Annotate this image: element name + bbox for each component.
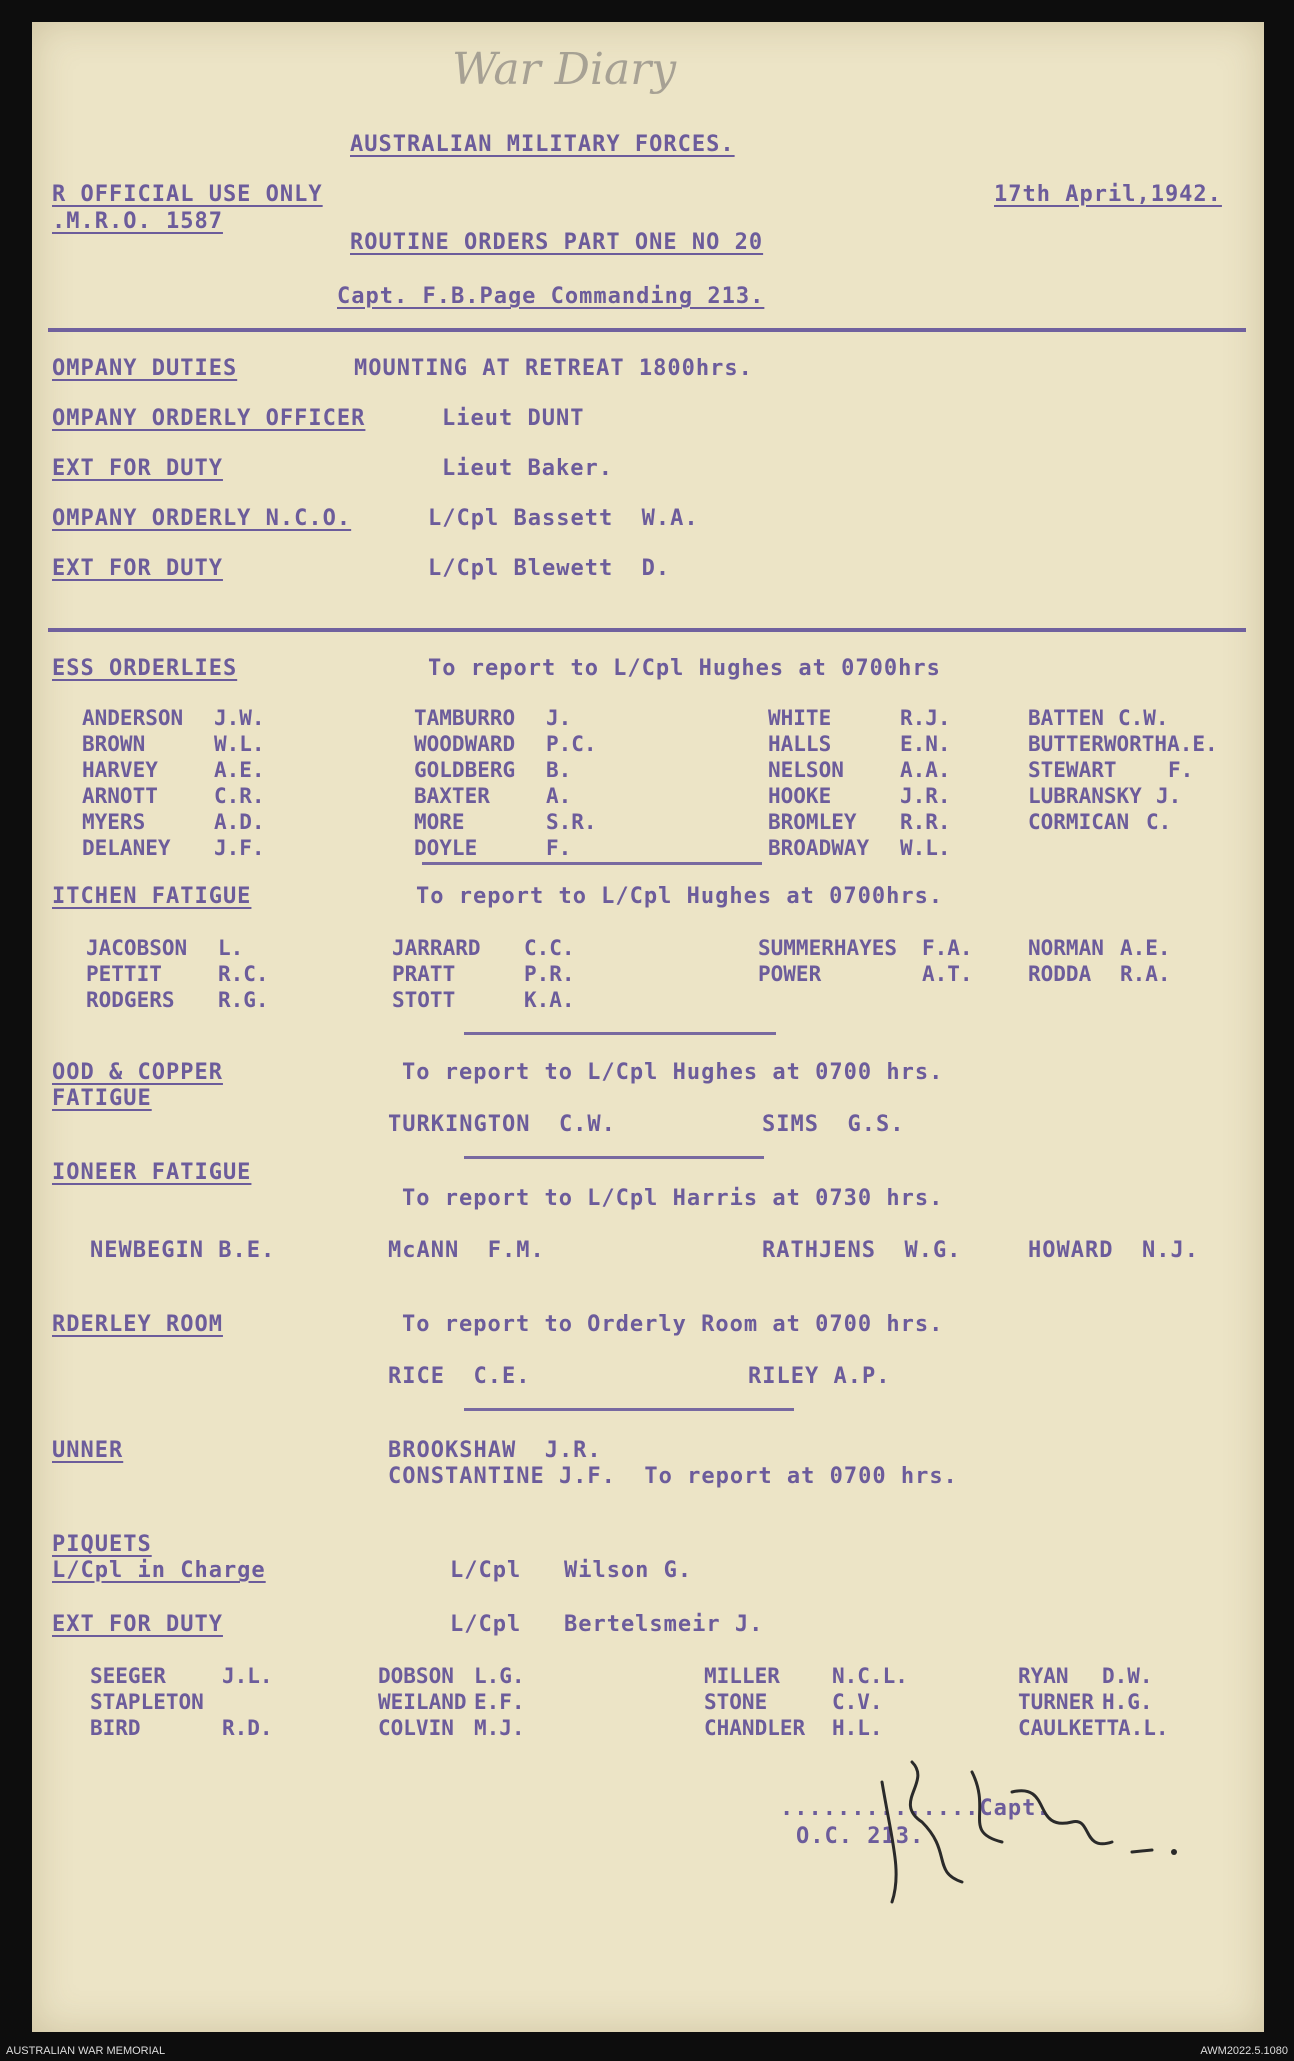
official-use-label: R OFFICIAL USE ONLY [52, 182, 323, 207]
duty-value: L/Cpl Blewett D. [428, 556, 671, 581]
footer-credit: AUSTRALIAN WAR MEMORIAL [6, 2045, 166, 2057]
duty-label: EXT FOR DUTY [52, 556, 223, 581]
pioneer-name: NEWBEGIN B.E. [90, 1238, 276, 1263]
piquet-column: DOBSON L.G. WEILAND E.F. COLVIN M.J. [378, 1664, 525, 1740]
orderly-room-name: RICE C.E. [388, 1364, 531, 1389]
piquets-charge-label: L/Cpl in Charge [52, 1558, 266, 1583]
mess-column: TAMBURRO J. WOODWARD P.C. GOLDBERG B. BAXTER A. MORE S.R. DOYLE F. [414, 706, 597, 860]
orderly-room-instruction: To report to Orderly Room at 0700 hrs. [402, 1312, 944, 1337]
document-date: 17th April,1942. [994, 182, 1222, 207]
duty-label: OMPANY DUTIES [52, 356, 238, 381]
mess-label: ESS ORDERLIES [52, 656, 238, 681]
piquets-next-label: EXT FOR DUTY [52, 1612, 223, 1637]
pioneer-label: IONEER FATIGUE [52, 1160, 252, 1185]
gunner-line: CONSTANTINE J.F. To report at 0700 hrs. [388, 1464, 958, 1489]
divider [464, 1032, 776, 1035]
piquet-column: MILLER N.C.L. STONE C.V. CHANDLER H.L. [704, 1664, 908, 1740]
mess-instruction: To report to L/Cpl Hughes at 0700hrs [428, 656, 941, 681]
divider [48, 328, 1246, 332]
orderly-room-label: RDERLEY ROOM [52, 1312, 223, 1337]
signature-title: O.C. 213. [796, 1824, 925, 1849]
wood-name: SIMS G.S. [762, 1112, 905, 1137]
piquets-next: L/Cpl Bertelsmeir J. [450, 1612, 764, 1637]
pioneer-name: HOWARD N.J. [1028, 1238, 1199, 1263]
gunner-line: BROOKSHAW J.R. [388, 1438, 602, 1463]
footer-accession: AWM2022.5.1080 [1200, 2045, 1288, 2057]
kitchen-instruction: To report to L/Cpl Hughes at 0700hrs. [416, 884, 944, 909]
divider [422, 862, 762, 865]
divider [464, 1408, 794, 1411]
document-page [32, 22, 1264, 2032]
mess-column: WHITE R.J. HALLS E.N. NELSON A.A. HOOKE J.R. BROMLEY R.R. BROADWAY W.L. [768, 706, 951, 860]
mess-column: ANDERSON J.W. BROWN W.L. HARVEY A.E. ARNOTT C.R. MYERS A.D. DELANEY J.F. [82, 706, 265, 860]
piquet-column: SEEGER J.L. STAPLETON BIRD R.D. [90, 1664, 273, 1740]
divider [464, 1156, 764, 1159]
wood-name: TURKINGTON C.W. [388, 1112, 616, 1137]
duty-label: OMPANY ORDERLY N.C.O. [52, 506, 352, 531]
wood-label: OOD & COPPER [52, 1060, 223, 1085]
piquets-charge: L/Cpl Wilson G. [450, 1558, 693, 1583]
gunner-label: UNNER [52, 1438, 124, 1463]
mess-column: BATTEN C.W. BUTTERWORTH A.E. STEWART F. LUBRANSKY J. CORMICAN C. [1028, 706, 1218, 834]
pioneer-name: RATHJENS W.G. [762, 1238, 962, 1263]
kitchen-column: SUMMERHAYES F.A. POWER A.T. [758, 936, 973, 986]
kitchen-column: JARRARD C.C. PRATT P.R. STOTT K.A. [392, 936, 575, 1012]
kitchen-column: NORMAN A.E. RODDA R.A. [1028, 936, 1171, 986]
duty-value: L/Cpl Bassett W.A. [428, 506, 699, 531]
wood-instruction: To report to L/Cpl Hughes at 0700 hrs. [402, 1060, 944, 1085]
pencil-annotation: War Diary [452, 44, 677, 95]
orderly-room-name: RILEY A.P. [748, 1364, 891, 1389]
duty-value: Lieut Baker. [442, 456, 613, 481]
commanding-line: Capt. F.B.Page Commanding 213. [337, 284, 765, 309]
orders-heading: ROUTINE ORDERS PART ONE NO 20 [350, 230, 764, 255]
piquet-column: RYAN D.W. TURNER H.G. CAULKETT A.L. [1018, 1664, 1169, 1740]
document-title: AUSTRALIAN MILITARY FORCES. [350, 132, 735, 157]
piquets-label: PIQUETS [52, 1532, 152, 1557]
kitchen-column: JACOBSON L. PETTIT R.C. RODGERS R.G. [86, 936, 269, 1012]
kitchen-label: ITCHEN FATIGUE [52, 884, 252, 909]
duty-value: MOUNTING AT RETREAT 1800hrs. [354, 356, 753, 381]
duty-label: EXT FOR DUTY [52, 456, 223, 481]
divider [48, 628, 1246, 632]
signature-line: ..............Capt. [780, 1796, 1051, 1821]
wood-label-2: FATIGUE [52, 1086, 152, 1111]
duty-label: OMPANY ORDERLY OFFICER [52, 406, 366, 431]
pioneer-name: McANN F.M. [388, 1238, 545, 1263]
handwritten-signature [852, 1722, 1212, 1922]
mro-number: .M.R.O. 1587 [52, 209, 223, 234]
duty-value: Lieut DUNT [442, 406, 585, 431]
pioneer-instruction: To report to L/Cpl Harris at 0730 hrs. [402, 1186, 944, 1211]
